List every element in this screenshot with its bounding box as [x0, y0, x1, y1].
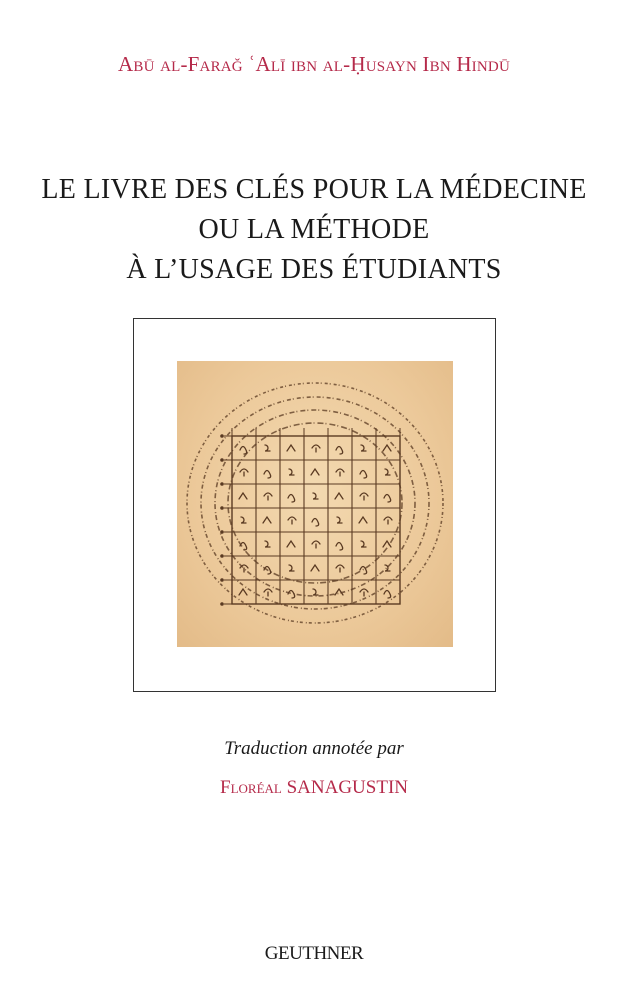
cell-glyph: [313, 493, 318, 499]
cell-glyph: [312, 541, 320, 548]
cell-glyph: [361, 541, 366, 547]
cell-glyph: [240, 469, 248, 476]
cell-glyph: [265, 541, 270, 547]
cell-glyph: [264, 493, 272, 500]
grid-dot: [220, 602, 224, 606]
cell-glyph: [288, 495, 295, 503]
cell-glyph: [239, 493, 247, 499]
cell-glyph: [384, 517, 392, 524]
cell-glyph: [337, 517, 342, 523]
author-name: Abū al-Farağ ʿAlī ibn al-Ḥusayn Ibn Hindū: [118, 52, 510, 76]
script-ring: [187, 383, 443, 623]
publisher-name: GEUTHNER: [264, 943, 364, 964]
cell-glyph: [360, 589, 368, 596]
cell-glyph: [384, 495, 391, 503]
title-line-2: OU LA MÉTHODE: [198, 214, 430, 245]
cell-glyph: [240, 565, 248, 572]
translation-label: Traduction annotée par: [224, 738, 404, 759]
cell-glyph: [361, 445, 366, 451]
grid-dot: [220, 506, 224, 510]
cell-glyph: [335, 493, 343, 499]
cell-glyph: [360, 471, 367, 479]
cell-glyph: [383, 445, 391, 451]
cell-glyph: [241, 517, 246, 523]
cell-glyph: [288, 591, 295, 599]
script-ring: [201, 397, 429, 609]
cell-glyph: [336, 447, 343, 455]
cell-glyph: [289, 469, 294, 475]
cell-glyph: [288, 517, 296, 524]
grid-dot: [220, 434, 224, 438]
cell-glyph: [312, 519, 319, 527]
grid-dot: [220, 458, 224, 462]
translator-name: [0, 777, 628, 799]
cell-glyph: [311, 565, 319, 571]
cell-glyph: [264, 471, 271, 479]
cell-glyph: [336, 469, 344, 476]
cell-glyph: [264, 589, 272, 596]
cell-glyph: [384, 591, 391, 599]
manuscript-illustration: [177, 361, 453, 647]
cell-glyph: [336, 543, 343, 551]
script-ring: [215, 410, 415, 596]
cover-illustration-frame: [133, 318, 496, 692]
cell-glyph: [287, 445, 295, 451]
book-title: [0, 170, 628, 290]
translator-last-name: SANAGUSTIN: [286, 777, 408, 798]
cell-glyph: [360, 493, 368, 500]
cell-glyph: [263, 517, 271, 523]
magic-square-drawing: [177, 361, 453, 647]
cell-glyph: [336, 565, 344, 572]
cell-glyph: [287, 541, 295, 547]
cell-glyph: [240, 447, 247, 455]
cell-glyph: [289, 565, 294, 571]
grid-dot: [220, 578, 224, 582]
title-line-1: LE LIVRE DES CLÉS POUR LA MÉDECINE: [41, 174, 587, 205]
cell-glyph: [311, 469, 319, 475]
cell-glyph: [313, 589, 318, 595]
cell-glyph: [383, 541, 391, 547]
grid-dot: [220, 482, 224, 486]
cell-glyph: [239, 589, 247, 595]
cell-glyph: [359, 517, 367, 523]
grid-dot: [220, 554, 224, 558]
cell-glyph: [312, 445, 320, 452]
title-line-3: À L’USAGE DES ÉTUDIANTS: [126, 254, 502, 285]
cell-glyph: [265, 445, 270, 451]
cell-glyph: [385, 469, 390, 475]
translator-first-name: Floréal: [220, 777, 282, 798]
grid-dot: [220, 530, 224, 534]
